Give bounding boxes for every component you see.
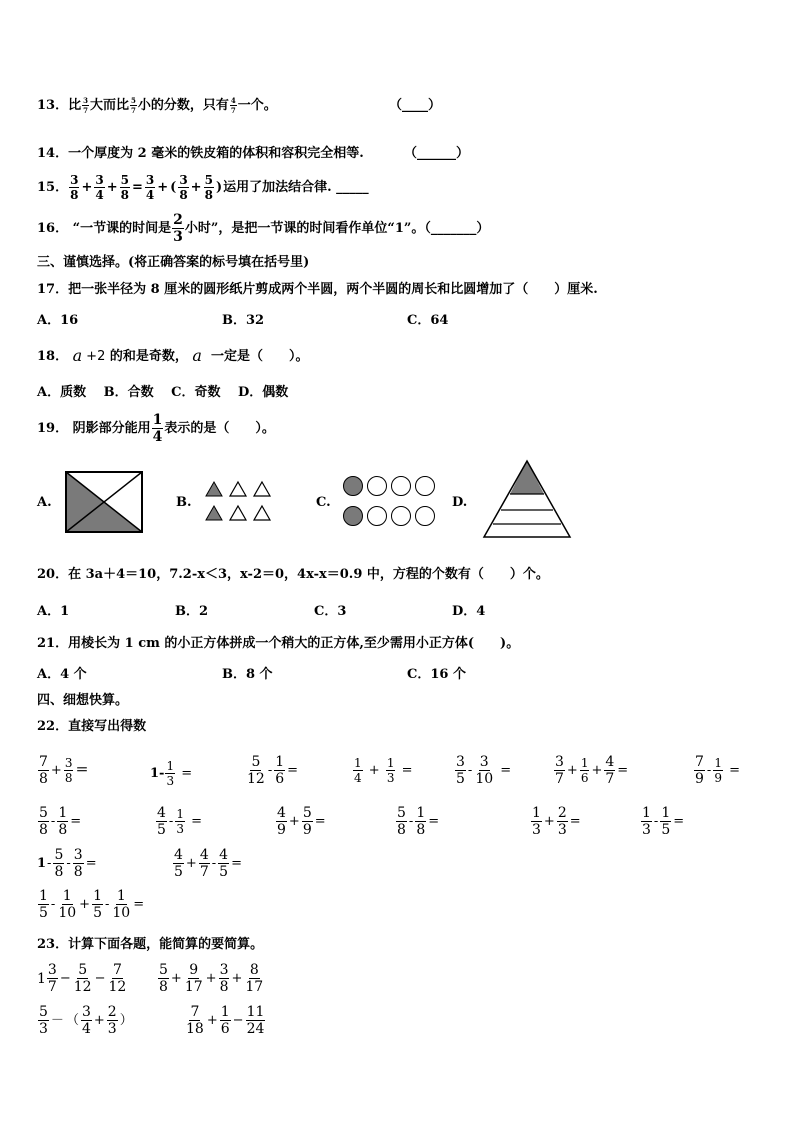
expr-11: $\frac{5}{8}$ - $\frac{1}{8}$ = [397, 805, 440, 838]
expr-16: $\frac{1}{5}$ - $\frac{1}{10}$ + $\frac{1}{5}$ - $\frac{1}{10}$ = [39, 888, 145, 921]
expr-7: $\frac{7}{9}$ - $\frac{1}{9}$ = [695, 754, 740, 787]
q17-option-a[interactable]: A．16 [37, 313, 79, 328]
q20-option-c[interactable]: C．3 [314, 604, 347, 619]
expr-12: $\frac{1}{3}$ + $\frac{2}{3}$ = [532, 805, 581, 838]
expr-6: $\frac{3}{7}$ + $\frac{1}{6}$ + $\frac{4}{7}$ = [555, 754, 629, 787]
q17-option-c[interactable]: C．64 [407, 313, 449, 328]
expr-14: 1 - $\frac{5}{8}$ - $\frac{3}{8}$ = [37, 847, 97, 880]
q17-text: 17．把一张半径为 8 厘米的圆形纸片剪成两个半圆，两个半圆的周长和比圆增加了（ ）厘米. [37, 282, 598, 297]
section-3-heading: 三、谨慎选择。(将正确答案的标号填在括号里) [37, 255, 310, 270]
q21-option-a[interactable]: A．4 个 [37, 667, 87, 682]
q23-text: 23．计算下面各题，能简算的要简算。 [37, 937, 264, 952]
calc-3: $\frac{5}{3}$ － （ $\frac{3}{4}$ + $\frac{2}{3}$ ） [39, 1004, 133, 1037]
q19-figure-b [204, 478, 274, 526]
expr-4: $\frac{1}{4}$ + $\frac{1}{3}$ = [354, 756, 413, 785]
expr-8: $\frac{5}{8}$ - $\frac{1}{8}$ = [39, 805, 82, 838]
q19-figure-d [480, 458, 574, 540]
q21-option-b[interactable]: B．8 个 [222, 667, 273, 682]
expr-5: $\frac{3}{5}$ - $\frac{3}{10}$ = [456, 754, 512, 787]
calc-1: 1 $\frac{3}{7}$ − $\frac{5}{12}$ − $\frac{7}{12}$ [37, 962, 127, 995]
expr-1: $\frac{7}{8}$ + $\frac{3}{8}$ ＝ [39, 754, 89, 787]
q13: 13．比 $\frac{3}{7}$ 大而比 $\frac{5}{7}$ 小的分数，只有 $\frac{4}{7}$ 一个。 [37, 96, 277, 115]
section-4-heading: 四、细想快算。 [37, 693, 129, 708]
q20-option-b[interactable]: B．2 [175, 604, 209, 619]
q19-option-b[interactable]: B. [176, 495, 192, 510]
q19-option-c[interactable]: C. [316, 495, 331, 510]
q19: 19． 阴影部分能用 $\frac{1}{4}$ 表示的是（ ）。 [37, 412, 275, 445]
q18-options[interactable]: A．质数 B．合数 C．奇数 D．偶数 [37, 385, 289, 400]
calc-2: $\frac{5}{8}$ + $\frac{9}{17}$ + $\frac{3}{8}$ + $\frac{8}{17}$ [159, 962, 264, 995]
q19-figure-a [64, 470, 144, 534]
q21-option-c[interactable]: C．16 个 [407, 667, 466, 682]
expr-10: $\frac{4}{9}$ + $\frac{5}{9}$ = [277, 805, 326, 838]
q17-option-b[interactable]: B．32 [222, 313, 265, 328]
expr-3: $\frac{5}{12}$ - $\frac{1}{6}$ = [247, 754, 299, 787]
q14-blank[interactable]: （______） [404, 146, 470, 161]
q18: 18． a +2 的和是奇数， a 一定是（ ）。 [37, 346, 309, 365]
q14-text: 14．一个厚度为 2 毫米的铁皮箱的体积和容积完全相等. [37, 146, 364, 161]
q20-option-d[interactable]: D．4 [452, 604, 486, 619]
q15-blank[interactable]: _____ [336, 180, 369, 195]
q13-blank[interactable]: （____） [389, 98, 442, 113]
q16: 16． “一节课的时间是 $\frac{2}{3}$ 小时”，是把一节课的时间看作单位“1”。（_______） [37, 212, 490, 245]
q15: 15． $\frac{3}{8}$ + $\frac{3}{4}$ + $\frac{5}{8}$ = $\frac{3}{4}$ + ( $\frac{3}{8}$ + $\frac{5}{8}$ ) 运用了加法结合律. _____ [37, 173, 369, 202]
expr-13: $\frac{1}{3}$ - $\frac{1}{5}$ = [642, 805, 685, 838]
q20-text: 20．在 3a＋4＝10，7.2-x＜3，x-2＝0，4x-x＝0.9 中，方程的个数有（ ）个。 [37, 567, 549, 582]
q20-option-a[interactable]: A．1 [37, 604, 70, 619]
q21-text: 21．用棱长为 1 cm 的小正方体拼成一个稍大的正方体,至少需用小正方体( )。 [37, 636, 520, 651]
q19-option-a[interactable]: A. [37, 495, 52, 510]
q19-figure-c [340, 474, 440, 530]
q19-option-d[interactable]: D. [452, 495, 468, 510]
q22-text: 22．直接写出得数 [37, 719, 147, 734]
expr-9: $\frac{4}{5}$ - $\frac{1}{3}$ = [157, 805, 202, 838]
expr-2: 1- $\frac{1}{3}$ = [150, 759, 193, 788]
calc-4: $\frac{7}{18}$ + $\frac{1}{6}$ − $\frac{11}{24}$ [186, 1004, 265, 1037]
expr-15: $\frac{4}{5}$ + $\frac{4}{7}$ - $\frac{4}{5}$ = [174, 847, 242, 880]
